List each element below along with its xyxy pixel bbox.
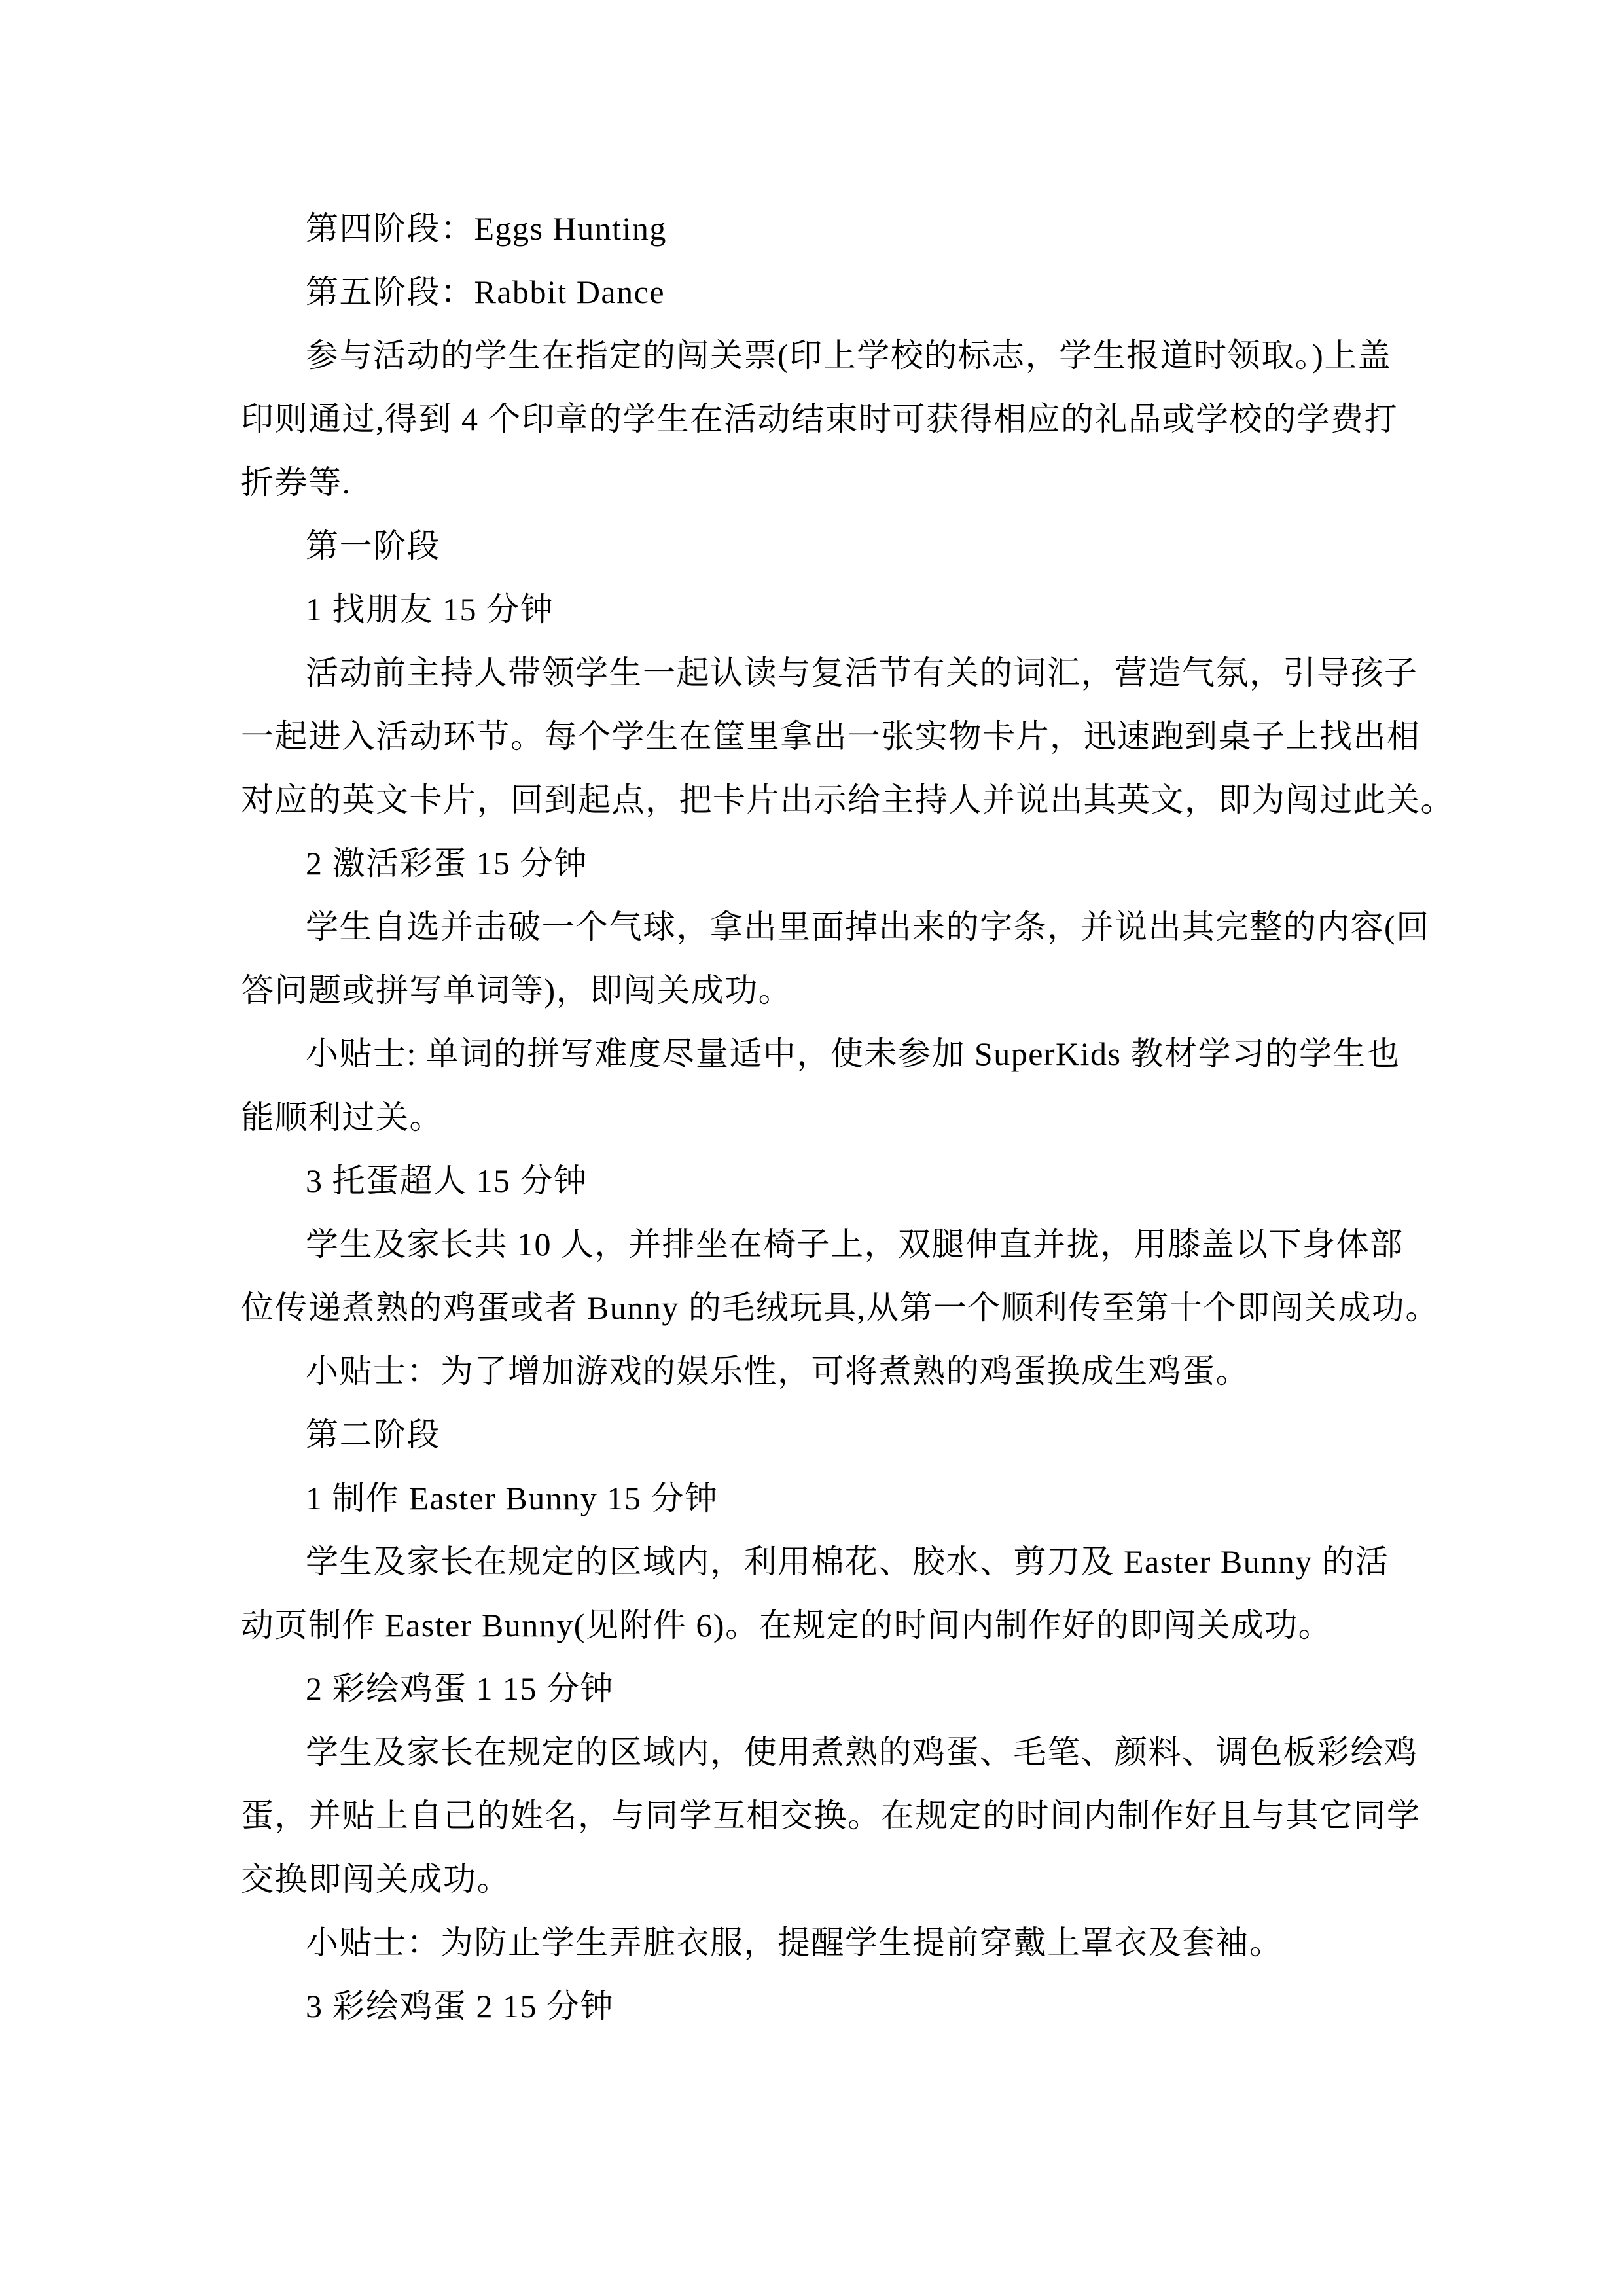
text-line-activity1: 1 找朋友 15 分钟 [306,590,554,628]
text-line-stage1-head: 第一阶段 [306,527,440,564]
text-line-activity1: 1 制作 Easter Bunny 15 分钟 [306,1479,719,1516]
text-line: 折券等. [241,463,351,501]
text-line-stage4: 第四阶段：Eggs Hunting [306,209,667,247]
text-line-activity2: 2 激活彩蛋 15 分钟 [306,844,588,882]
text-line: 能顺利过关。 [241,1098,443,1136]
text-line-stage5: 第五阶段：Rabbit Dance [306,273,666,310]
text-line: 动页制作 Easter Bunny(见附件 6)。在规定的时间内制作好的即闯关成功。 [241,1606,1332,1643]
text-line: 交换即闯关成功。 [241,1860,510,1897]
text-line: 蛋，并贴上自己的姓名，与同学互相交换。在规定的时间内制作好且与其它同学 [241,1797,1421,1834]
document-text-block [241,194,1454,2035]
text-line-activity2: 2 彩绘鸡蛋 1 15 分钟 [306,1670,614,1707]
text-line-tip: 小贴士：为了增加游戏的娱乐性，可将煮熟的鸡蛋换成生鸡蛋。 [306,1352,1249,1390]
text-line: 一起进入活动环节。每个学生在筐里拿出一张实物卡片，迅速跑到桌子上找出相 [241,717,1421,755]
text-line: 活动前主持人带领学生一起认读与复活节有关的词汇，营造气氛，引导孩子 [306,654,1418,691]
text-line-tip: 小贴士：为防止学生弄脏衣服，提醒学生提前穿戴上罩衣及套袖。 [306,1924,1283,1961]
text-line: 对应的英文卡片，回到起点，把卡片出示给主持人并说出其英文，即为闯过此关。 [241,781,1454,818]
text-line-activity3: 3 托蛋超人 15 分钟 [306,1162,588,1199]
text-line: 学生自选并击破一个气球，拿出里面掉出来的字条，并说出其完整的内容(回 [306,908,1430,945]
text-line-stage2-head: 第二阶段 [306,1416,440,1453]
text-line-activity3: 3 彩绘鸡蛋 2 15 分钟 [306,1987,614,2024]
text-line: 学生及家长在规定的区域内，使用煮熟的鸡蛋、毛笔、颜料、调色板彩绘鸡 [306,1733,1418,1770]
text-line: 学生及家长在规定的区域内，利用棉花、胶水、剪刀及 Easter Bunny 的活 [306,1543,1389,1580]
text-line: 学生及家长共 10 人，并排坐在椅子上，双腿伸直并拢，用膝盖以下身体部 [306,1225,1404,1263]
text-line: 答问题或拼写单词等)，即闯关成功。 [241,971,793,1009]
text-line: 参与活动的学生在指定的闯关票(印上学校的标志，学生报道时领取。)上盖 [306,336,1392,374]
text-line-tip: 小贴士: 单词的拼写难度尽量适中，使未参加 SuperKids 教材学习的学生也 [306,1035,1400,1072]
text-line: 位传递煮熟的鸡蛋或者 Bunny 的毛绒玩具,从第一个顺利传至第十个即闯关成功。 [241,1289,1439,1326]
text-line: 印则通过,得到 4 个印章的学生在活动结束时可获得相应的礼品或学校的学费打 [241,400,1398,437]
